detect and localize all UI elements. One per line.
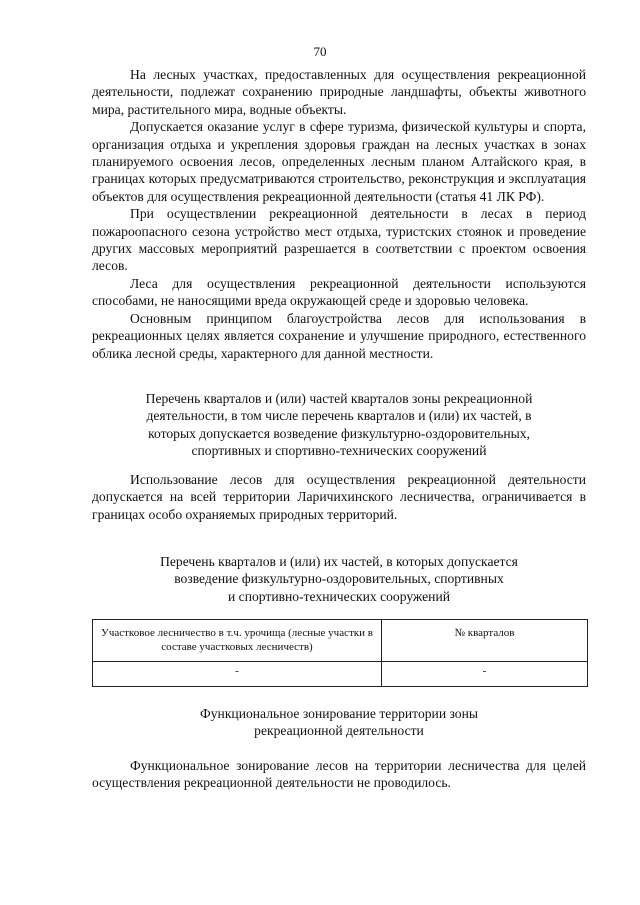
page-number: 70 xyxy=(313,44,327,59)
paragraph-improvement-principle: Основным принципом благоустройства лесов для использования в рекреационных целях является сохранение и улучшение природного, естественного облика лесной среды, характерного для данной местности. xyxy=(92,310,586,361)
recreation-rules-text xyxy=(92,66,586,362)
header-forestry-district: Участковое лесничество в т.ч. урочища (лесные участки в составе участковых лесничеств) xyxy=(93,620,382,662)
forest-use-text xyxy=(92,471,586,523)
paragraph-fire-season: При осуществлении рекреационной деятельности в лесах в период пожароопасного сезона устройство мест отдыха, туристских стоянок и проведение других массовых мероприятий разрешается в соответствии с проектом освоения лесов. xyxy=(92,206,586,274)
heading-line: возведение физкультурно-оздоровительных, спортивных xyxy=(174,571,504,587)
heading-line: спортивных и спортивно-технических сооружений xyxy=(191,443,487,459)
zoning-text xyxy=(92,757,586,792)
heading-line: Перечень кварталов и (или) их частей, в которых допускается xyxy=(160,554,518,569)
zoning-heading xyxy=(92,705,586,740)
paragraph-forest-use: Использование лесов для осуществления рекреационной деятельности допускается на всей территории Ларичихинского лесничества, ограничивается в границах особо охраняемых природных территорий. xyxy=(92,472,586,522)
quarters-list-heading xyxy=(92,390,586,460)
heading-line: деятельности, в том числе перечень кварталов и (или) их частей, в xyxy=(146,408,532,424)
heading-line: которых допускается возведение физкультурно-оздоровительных, xyxy=(148,425,530,441)
table-row xyxy=(93,662,588,687)
heading-line: и спортивно-технических сооружений xyxy=(227,588,451,604)
heading-line: рекреационной деятельности xyxy=(254,723,424,739)
table-heading xyxy=(92,553,586,605)
paragraph-tourism-services: Допускается оказание услуг в сфере туризма, физической культуры и спорта, организация отдыха и укрепления здоровья граждан на лесных участках в зонах планируемого освоения лесов, определенных лесным планом Алтайского края, в границах которых предусматриваются строительство, реконструкция и эксплуатация объектов для осуществления рекреационной деятельности (статья 41 ЛК РФ). xyxy=(92,119,586,204)
table-header-row xyxy=(93,620,588,662)
header-quarter-numbers: № кварталов xyxy=(382,620,588,662)
paragraph-usage-methods: Леса для осуществления рекреационной деятельности используются способами, не наносящими вреда окружающей среде и здоровью человека. xyxy=(92,275,586,309)
heading-line: Перечень кварталов и (или) частей кварталов зоны рекреационной xyxy=(145,391,533,406)
paragraph-landscapes: На лесных участках, предоставленных для осуществления рекреационной деятельности, подлежат сохранению природные ландшафты, объекты животного мира, растительного мира, водные объекты. xyxy=(92,67,586,117)
heading-line: Функциональное зонирование территории зоны xyxy=(200,706,478,721)
quarters-table xyxy=(92,619,588,687)
cell-forestry-district: - xyxy=(93,662,382,687)
cell-quarter-numbers: - xyxy=(382,662,588,687)
paragraph-zoning: Функциональное зонирование лесов на территории лесничества для целей осуществления рекреационной деятельности не проводилось. xyxy=(92,758,586,791)
